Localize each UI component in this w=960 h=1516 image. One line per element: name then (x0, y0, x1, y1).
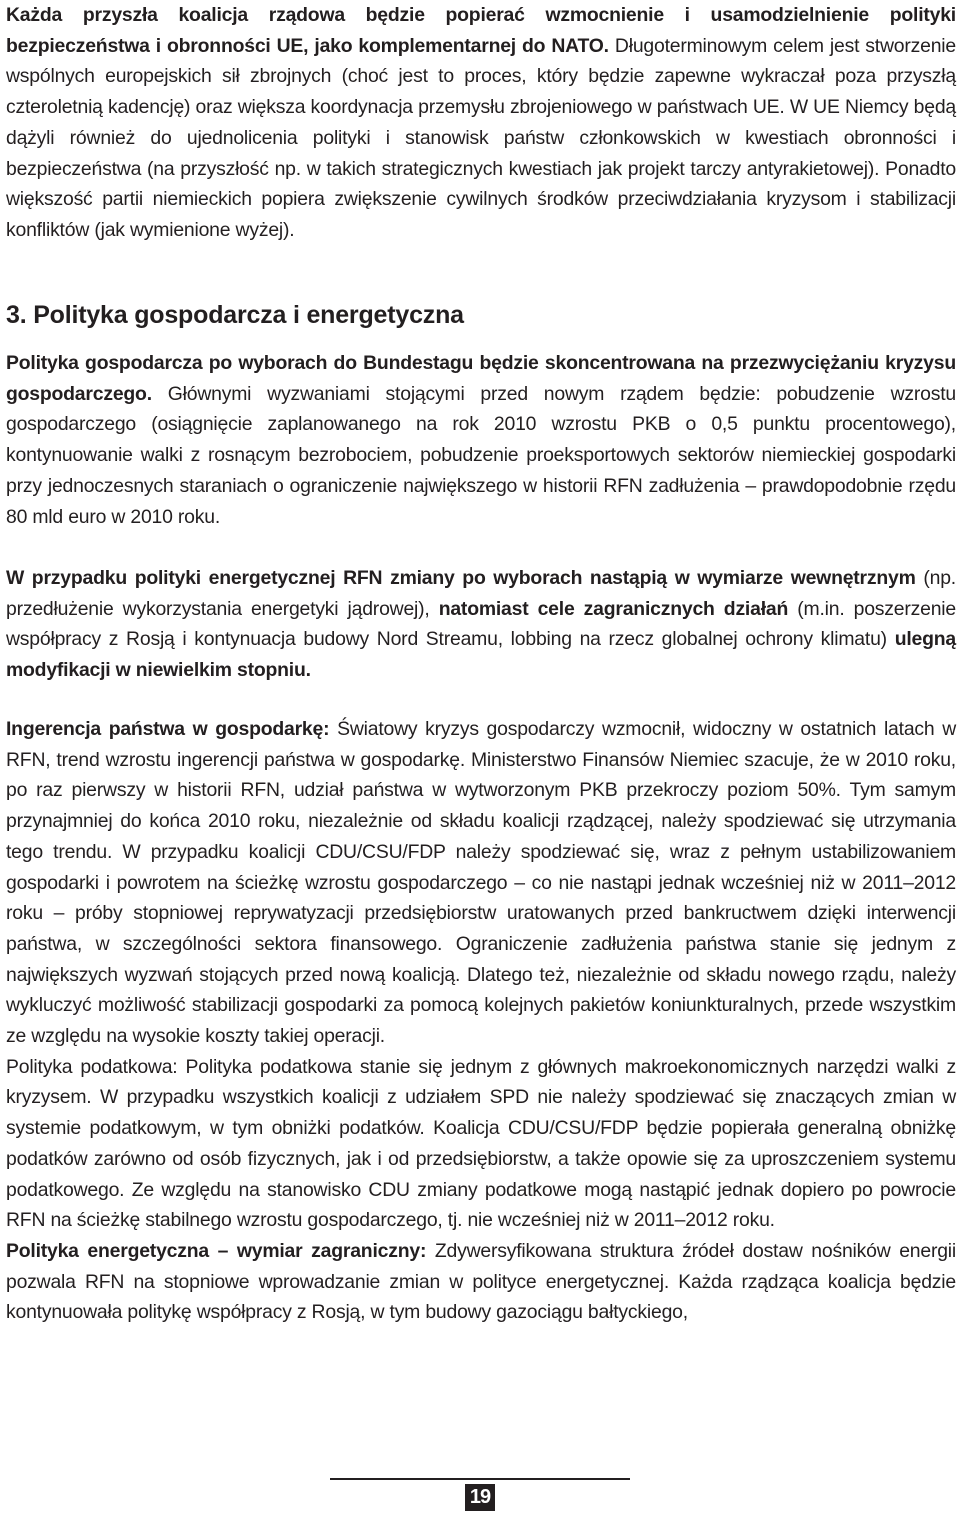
bold-lead: Ingerencja państwa w gospodarkę: (6, 718, 330, 740)
bold-text: ulegną modyfikacji w niewielkim stopniu. (6, 628, 956, 682)
body-text: (np. przedłużenie wykorzystania energetyki jądrowej), (6, 567, 956, 620)
economic-policy-paragraph (6, 348, 956, 532)
bold-lead: Polityka gospodarcza po wyborach do Bundestagu będzie skoncentrowana na przezwyciężaniu kryzysu gospodarczego. (6, 352, 956, 405)
bold-text: W przypadku polityki energetycznej RFN zmiany po wyborach nastąpią w wymiarze wewnętrznym (6, 567, 916, 589)
body-text: Światowy kryzys gospodarczy wzmocnił, widoczny w ostatnich latach w RFN, trend wzrostu ingerencji państwa w gospodarkę. Ministerstwo Finansów Niemiec szacuje, że w 2010 roku, po raz pierwszy w historii RFN, udział państwa w wytworzonym PKB przekroczy poziom 50%. Tym samym przynajmniej do końca 2010 roku, niezależnie od składu koalicji rządzącej, należy spodziewać się utrzymania tego trendu. W przypadku koalicji CDU/CSU/FDP należy spodziewać się, wraz z pełnym ustabilizowaniem gospodarki i powrotem na ścieżkę wzrostu gospodarczego – co nie nastąpi jednak wcześniej niż w 2011–2012 roku – próby stopniowej reprywatyzacji przedsiębiorstw uratowanych przed bankructwem dzięki interwencji państwa, w szczególności sektora finansowego. Ograniczenie zadłużenia państwa stanie się jednym z największych wyzwań stojących przed nową koalicją. Dlatego też, niezależnie od składu nowego rządu, należy wykluczyć możliwość stabilizacji gospodarki za pomocą kolejnych pakietów koniunkturalnych, przede wszystkim ze względu na wysokie koszty takiej operacji. (6, 718, 957, 1048)
paragraph (6, 0, 956, 246)
paragraph (6, 563, 956, 686)
body-text: Zdywersyfikowana struktura źródeł dostaw nośników energii pozwala RFN na stopniowe wprowadzanie zmian w polityce energetycznej. Każda rządząca koalicja będzie kontynuowała politykę współpracy z Rosją, w tym budowy gazociągu bałtyckiego, (6, 1239, 957, 1324)
body-text: Głównymi wyzwaniami stojącymi przed nowym rządem będzie: pobudzenie wzrostu gospodarczego (osiągnięcie zaplanowanego na rok 2010 wzrostu PKB o 0,5 punktu procentowego), kontynuowanie walki z rosnącym bezrobociem, pobudzenie proeksportowych sektorów niemieckiej gospodarki przy jednoczesnych staraniach o ograniczenie największego w historii RFN zadłużenia – prawdopodobnie rzędu 80 mld euro w 2010 roku. (6, 382, 956, 528)
energy-policy-paragraph (6, 563, 956, 686)
body-text: Polityka podatkowa: Polityka podatkowa stanie się jednym z głównych makroekonomicznych narzędzi walki z kryzysem. W przypadku wszystkich koalicji z udziałem SPD nie należy spodziewać się znaczących zmian w systemie podatkowym, w tym obniżki podatków. Koalicja CDU/CSU/FDP będzie popierała generalną obniżkę podatków zarówno od osób fizycznych, jak i od przedsiębiorstw, a także opowie się za uproszczeniem systemu podatkowego. Ze względu na stanowisko CDU zmiany podatkowe mogą nastąpić jednak dopiero po powrocie RFN na ścieżkę stabilnego wzrostu gospodarczego, tj. nie wcześniej niż w 2011–2012 roku. (6, 1055, 956, 1232)
paragraph (6, 348, 956, 532)
policy-details-section (6, 714, 956, 1328)
footer-rule (330, 1478, 630, 1480)
body-text: Długoterminowym celem jest stworzenie wspólnych europejskich sił zbrojnych (choć jest to proces, który będzie zapewne wykraczał poza przyszłą czteroletnią kadencję) oraz większa koordynacja przemysłu zbrojeniowego w państwach UE. W UE Niemcy będą dążyli również do ujednolicenia polityki i stanowisk państw członkowskich w kwestiach obronności i bezpieczeństwa (na przyszłość np. w takich strategicznych kwestiach jak projekt tarczy antyrakietowej). Ponadto większość partii niemieckich popiera zwiększenie cywilnych środków przeciwdziałania kryzysom i stabilizacji konfliktów (jak wymienione wyżej). (6, 34, 956, 241)
tax-policy-paragraph (6, 1052, 956, 1236)
foreign-energy-paragraph (6, 1236, 956, 1328)
state-intervention-paragraph (6, 714, 956, 1052)
bold-text: natomiast cele zagranicznych działań (438, 597, 789, 620)
body-text: (m.in. poszerzenie współpracy z Rosją i kontynuacja budowy Nord Streamu, lobbing na rzecz globalnej ochrony klimatu) (6, 597, 956, 651)
page-number: 19 (465, 1484, 495, 1511)
defense-policy-paragraph (6, 0, 956, 246)
section-heading: 3. Polityka gospodarcza i energetyczna (6, 301, 464, 329)
bold-lead: Polityka energetyczna – wymiar zagraniczny: (6, 1239, 427, 1262)
bold-lead: Każda przyszła koalicja rządowa będzie popierać wzmocnienie i usamodzielnienie polityki bezpieczeństwa i obronności UE, jako komplementarnej do NATO. (6, 4, 956, 57)
